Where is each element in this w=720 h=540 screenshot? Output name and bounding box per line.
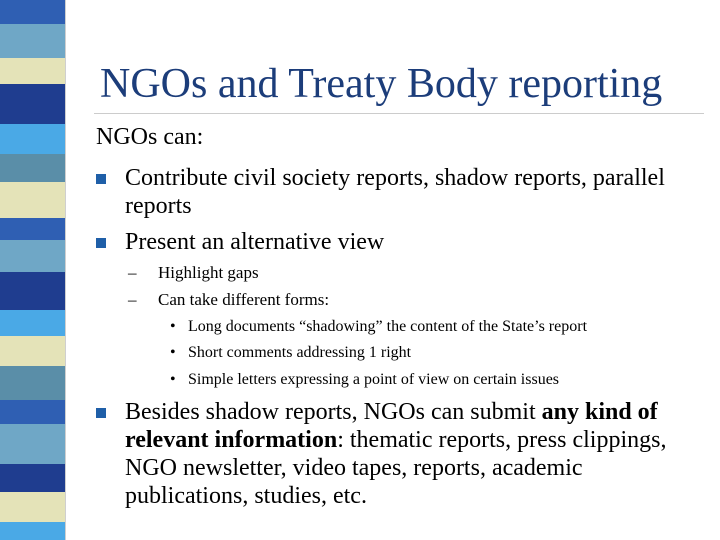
sub-sub-bullet-text: Simple letters expressing a point of view on certain issues [188,371,560,388]
dot-bullet-icon: • [170,371,176,388]
stripe-divider [65,0,66,540]
intro-text: NGOs can: [96,124,204,150]
square-bullet-icon [96,238,106,248]
stripe-block [0,366,65,400]
bullet-text-tail: : thematic reports, press clippings, NGO newsletter, video tapes, reports, academic publications, studies, etc. [125,427,667,509]
slide-title: NGOs and Treaty Body reporting [100,61,663,107]
stripe-block [0,464,65,492]
stripe-block [0,310,65,336]
sub-bullet-text: Can take different forms: [158,290,330,309]
stripe-block [0,522,65,540]
stripe-block [0,24,65,58]
square-bullet-icon [96,174,106,184]
dot-bullet-icon: • [170,344,176,361]
stripe-block [0,240,65,272]
decorative-stripe [0,0,65,540]
stripe-block [0,492,65,522]
square-bullet-icon [96,408,106,418]
stripe-block [0,272,65,310]
bullet-text: Contribute civil society reports, shadow reports, parallel reports [125,165,665,219]
stripe-block [0,400,65,424]
dot-bullet-icon: • [170,318,176,335]
stripe-block [0,0,65,24]
sub-sub-bullet-text: Short comments addressing 1 right [188,344,412,361]
stripe-block [0,336,65,366]
dash-bullet-icon: – [128,290,137,309]
stripe-block [0,182,65,218]
bullet-text [125,398,695,510]
bullet-text-bold: any kind of relevant information [125,399,658,453]
dash-bullet-icon: – [128,263,137,282]
sub-bullet-text: Highlight gaps [158,263,259,282]
stripe-block [0,58,65,84]
stripe-block [0,124,65,154]
bullet-text: Present an alternative view [125,229,385,255]
stripe-block [0,84,65,124]
sub-sub-bullet-text: Long documents “shadowing” the content of the State’s report [188,318,588,335]
stripe-block [0,154,65,182]
title-divider [94,113,704,114]
bullet-text-lead: Besides shadow reports, NGOs can submit [125,399,542,425]
stripe-block [0,218,65,240]
stripe-block [0,424,65,464]
